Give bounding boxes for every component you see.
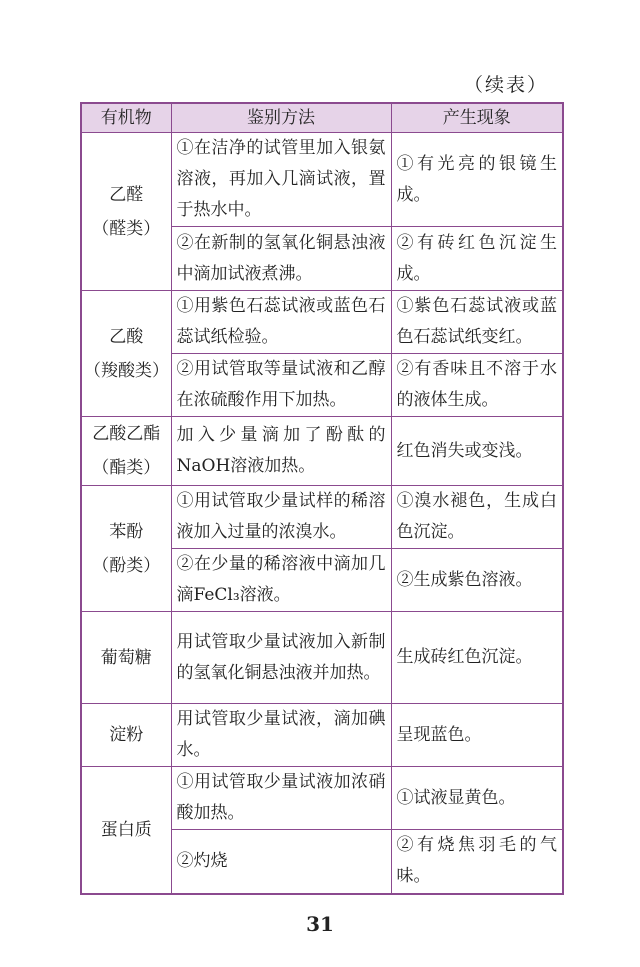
compound-class: （酚类） [92, 555, 161, 576]
method-cell [171, 227, 391, 291]
compound-cell-protein [81, 767, 171, 894]
result-cell [391, 830, 563, 894]
compound-class: （羧酸类） [84, 360, 169, 381]
method-cell [171, 767, 391, 830]
header-phenomenon: 产生现象 [391, 103, 563, 133]
method-text: ①用试管取少量试样的稀溶液加入过量的浓溴水。 [176, 491, 386, 542]
method-cell [171, 133, 391, 227]
header-method: 鉴别方法 [171, 103, 391, 133]
compound-cell-acetaldehyde [81, 133, 171, 291]
compound-name: 蛋白质 [100, 819, 152, 840]
table-row [81, 486, 563, 549]
compound-name: 苯酚 [109, 521, 144, 542]
method-text: ②用试管取等量试液和乙醇在浓硫酸作用下加热。 [176, 359, 386, 410]
result-text: ①试液显黄色。 [396, 787, 516, 808]
compound-cell-starch [81, 704, 171, 767]
header-compound: 有机物 [81, 103, 171, 133]
result-cell [391, 486, 563, 549]
method-cell [171, 612, 391, 704]
table-row [81, 417, 563, 486]
table-row [81, 704, 563, 767]
compound-cell-phenol [81, 486, 171, 612]
result-text: 红色消失或变浅。 [396, 440, 533, 461]
compound-name: 乙酸 [109, 326, 144, 347]
compound-name: 乙酸乙酯 [92, 424, 161, 444]
result-cell [391, 767, 563, 830]
method-text: ①用紫色石蕊试液或蓝色石蕊试纸检验。 [176, 296, 386, 347]
result-text: ②有砖红色沉淀生成。 [396, 232, 557, 284]
method-cell [171, 486, 391, 549]
organic-compound-identification-table [80, 102, 564, 895]
method-cell [171, 417, 391, 486]
compound-name: 葡萄糖 [100, 647, 152, 668]
result-text: ①有光亮的银镜生成。 [396, 153, 557, 205]
result-text: ①溴水褪色，生成白色沉淀。 [396, 491, 557, 542]
table-row [81, 767, 563, 830]
result-cell [391, 227, 563, 291]
result-text: ②有烧焦羽毛的气味。 [396, 835, 557, 887]
method-text: ②在新制的氢氧化铜悬浊液中滴加试液煮沸。 [176, 232, 386, 284]
method-cell [171, 830, 391, 894]
table-row [81, 133, 563, 227]
method-text: ①用试管取少量试液加浓硝酸加热。 [176, 772, 386, 823]
compound-class: （醛类） [92, 218, 161, 239]
result-cell [391, 612, 563, 704]
method-cell [171, 291, 391, 354]
result-text: 生成砖红色沉淀。 [396, 647, 533, 667]
page-number: 31 [306, 912, 334, 936]
continued-table-label: （续表） [463, 74, 548, 96]
compound-cell-acetic-acid [81, 291, 171, 417]
method-cell [171, 354, 391, 417]
result-cell [391, 291, 563, 354]
result-text: ①紫色石蕊试液或蓝色石蕊试纸变红。 [396, 296, 557, 347]
table-row [81, 291, 563, 354]
method-text: ①在洁净的试管里加入银氨溶液，再加入几滴试液，置于热水中。 [176, 138, 386, 220]
method-text: ②在少量的稀溶液中滴加几滴FeCl₃溶液。 [176, 554, 386, 605]
compound-cell-glucose [81, 612, 171, 704]
result-cell [391, 417, 563, 486]
method-cell [171, 704, 391, 767]
compound-class: （酯类） [92, 458, 161, 478]
result-text: ②生成紫色溶液。 [396, 569, 533, 590]
compound-cell-ethyl-acetate [81, 417, 171, 486]
table-header-row [81, 103, 563, 133]
method-text: 用试管取少量试液加入新制的氢氧化铜悬浊液并加热。 [176, 631, 386, 683]
table-row [81, 612, 563, 704]
method-text: 加入少量滴加了酚酞的NaOH溶液加热。 [176, 425, 386, 476]
result-cell [391, 133, 563, 227]
result-cell [391, 354, 563, 417]
method-text: ②灼烧 [176, 850, 228, 871]
result-text: 呈现蓝色。 [396, 724, 482, 745]
method-text: 用试管取少量试液，滴加碘水。 [176, 709, 386, 760]
compound-name: 乙醛 [109, 184, 144, 205]
result-text: ②有香味且不溶于水的液体生成。 [396, 359, 557, 410]
result-cell [391, 549, 563, 612]
method-cell [171, 549, 391, 612]
result-cell [391, 704, 563, 767]
compound-name: 淀粉 [109, 725, 144, 745]
